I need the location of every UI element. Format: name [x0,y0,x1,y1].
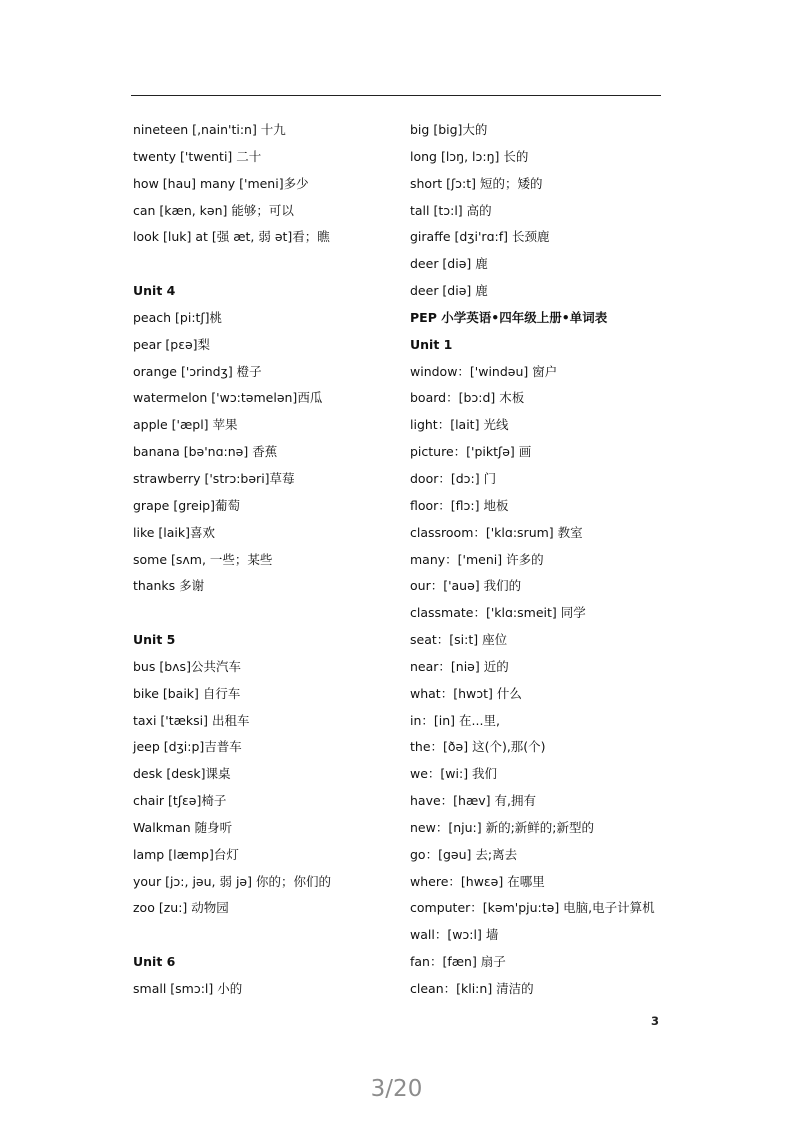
vocab-entry: near：[niə] 近的 [410,658,509,674]
vocab-entry: your [jɔ:, jəu, 弱 jə] 你的；你们的 [133,873,331,889]
vocab-entry: big [big]大的 [410,122,488,137]
vocab-entry: we：[wi:] 我们 [410,766,498,782]
vocab-entry: pear [pɛə]梨 [133,336,211,352]
vocab-entry: apple ['æpl] 苹果 [133,417,238,433]
vocab-entry: nineteen [,nain'ti:n] 十九 [133,122,286,137]
vocab-entry: deer [diə] 鹿 [410,256,488,272]
section-heading: Unit 1 [410,336,453,352]
vocab-entry: have：[hæv] 有,拥有 [410,793,536,809]
vocab-entry: where：[hwɛə] 在哪里 [410,873,545,889]
vocab-entry: computer：[kəm'pju:tə] 电脑,电子计算机 [410,900,655,916]
vocab-entry: deer [diə] 鹿 [410,283,488,299]
vocab-entry: Walkman 随身听 [133,819,233,835]
vocab-entry: what：[hwɔt] 什么 [410,685,522,701]
spacer-line [133,600,388,627]
page-number: 3 [651,1014,660,1028]
vocab-entry: door：[dɔ:] 门 [410,470,497,486]
vocab-entry: wall：[wɔ:l] 墙 [410,927,499,943]
vocab-entry: new：[nju:] 新的;新鲜的;新型的 [410,819,595,835]
vocab-entry: long [lɔŋ, lɔ:ŋ] 长的 [410,148,529,164]
vocab-entry: picture：['piktʃə] 画 [410,444,532,460]
vocab-entry: giraffe [dʒi'rɑ:f] 长颈鹿 [410,229,550,245]
vocab-entry: chair [tʃɛə]椅子 [133,793,227,809]
vocab-entry: grape [greip]葡萄 [133,497,240,513]
section-heading: Unit 6 [133,954,176,970]
right-word-column [410,117,670,1003]
vocab-entry: small [smɔ:l] 小的 [133,981,243,996]
left-word-column [133,117,388,1003]
vocab-entry: bike [baik] 自行车 [133,685,241,701]
vocab-entry: lamp [læmp]台灯 [133,846,239,862]
vocab-entry: window：['windəu] 窗户 [410,363,558,379]
vocab-entry: clean：[kli:n] 清洁的 [410,981,534,996]
vocab-entry: twenty ['twenti] 二十 [133,148,262,164]
vocab-entry: zoo [zu:] 动物园 [133,900,229,916]
page-counter: 3/20 [370,1076,423,1102]
vocab-entry: floor：[flɔ:] 地板 [410,497,509,513]
vocab-entry: some [sʌm, 一些；某些 [133,551,273,567]
section-heading: Unit 4 [133,283,176,299]
vocab-entry: like [laik]喜欢 [133,524,216,540]
vocab-entry: can [kæn, kən] 能够；可以 [133,202,294,218]
vocab-entry: look [luk] at [强 æt, 弱 ət]看；瞧 [133,229,330,245]
vocab-entry: go：[gəu] 去;离去 [410,846,518,862]
spacer-line [133,251,388,278]
header-rule [131,95,661,96]
vocab-entry: classroom：['klɑ:srum] 教室 [410,524,583,540]
vocab-entry: board：[bɔ:d] 木板 [410,390,525,406]
vocab-entry: how [hau] many ['meni]多少 [133,175,309,191]
vocab-entry: desk [desk]课桌 [133,766,231,782]
vocab-entry: banana [bə'nɑ:nə] 香蕉 [133,444,278,460]
vocab-entry: watermelon ['wɔ:təmelən]西瓜 [133,390,323,406]
vocab-entry: strawberry ['strɔ:bəri]草莓 [133,470,295,486]
vocab-entry: short [ʃɔ:t] 短的；矮的 [410,175,543,191]
vocab-entry: light：[lait] 光线 [410,417,509,433]
vocab-entry: in：[in] 在...里, [410,712,500,728]
vocab-entry: tall [tɔ:l] 高的 [410,202,492,218]
vocab-entry: thanks 多谢 [133,578,205,594]
vocab-entry: taxi ['tæksi] 出租车 [133,712,250,728]
vocab-entry: jeep [dʒi:p]吉普车 [133,739,242,755]
vocab-entry: classmate：['klɑ:smeit] 同学 [410,605,586,621]
vocab-entry: fan：[fæn] 扇子 [410,954,506,970]
vocab-entry: our：['auə] 我们的 [410,578,522,594]
vocab-entry: orange ['ɔrindʒ] 橙子 [133,363,262,379]
vocab-entry: peach [pi:tʃ]桃 [133,309,223,325]
section-heading: PEP 小学英语•四年级上册•单词表 [410,309,608,325]
vocab-entry: seat：[si:t] 座位 [410,632,508,648]
spacer-line [133,922,388,949]
vocab-entry: many：['meni] 许多的 [410,551,544,567]
vocab-entry: the：[ðə] 这(个),那(个) [410,739,546,755]
section-heading: Unit 5 [133,632,176,648]
vocab-entry: bus [bʌs]公共汽车 [133,658,241,674]
